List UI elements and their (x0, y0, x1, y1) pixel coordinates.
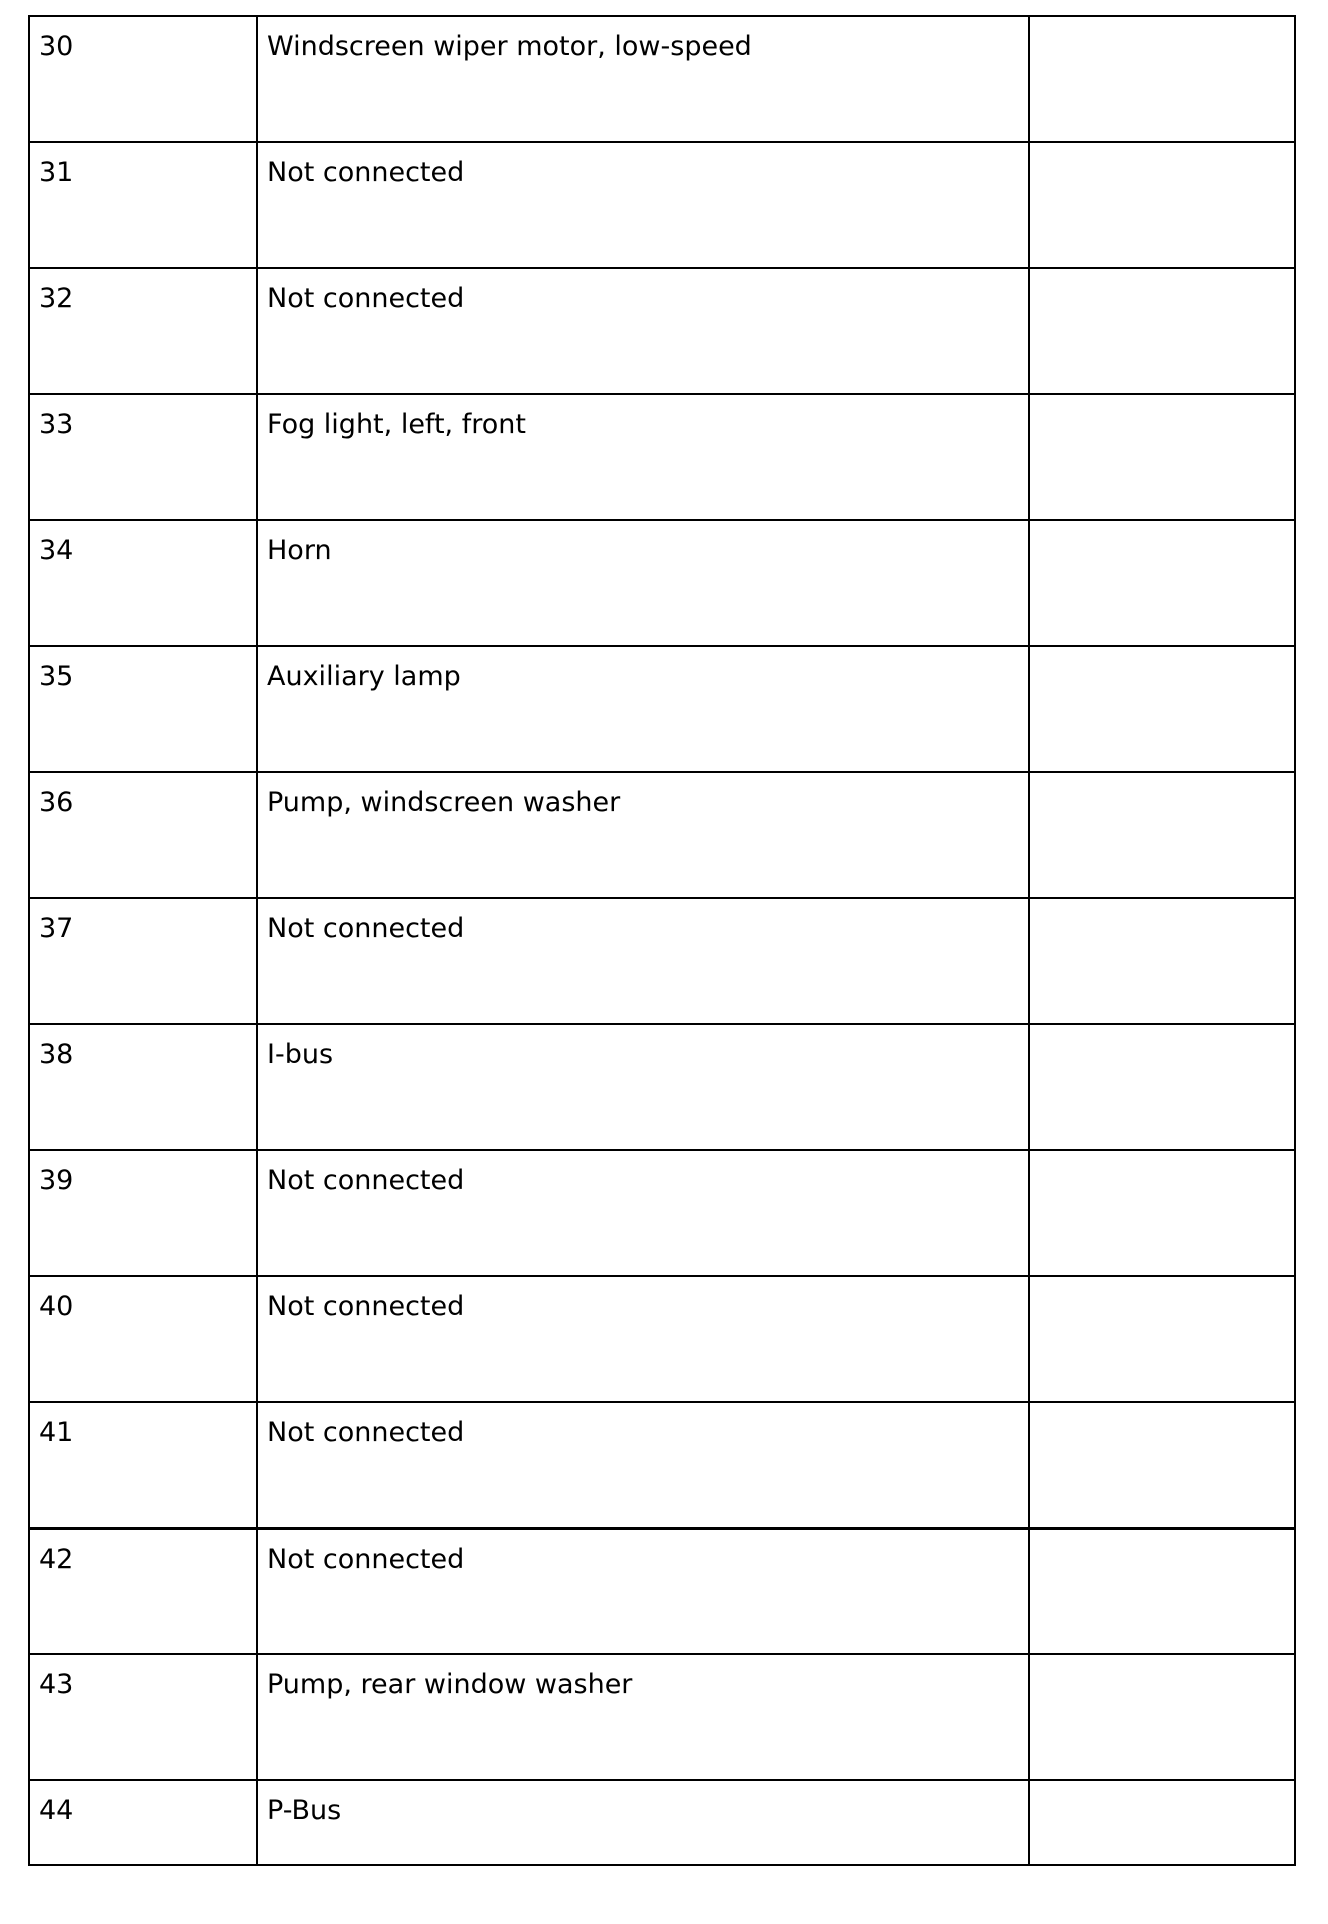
table-row (29, 520, 1295, 646)
pin-note-cell (1029, 1780, 1295, 1865)
pin-assignment-table (28, 15, 1296, 1866)
pin-table-body (29, 16, 1295, 1865)
pin-number-cell: 43 (29, 1654, 257, 1780)
pin-number-cell: 38 (29, 1024, 257, 1150)
pin-note-cell (1029, 1528, 1295, 1654)
pin-note-cell (1029, 1402, 1295, 1528)
table-row (29, 1402, 1295, 1528)
pin-description-cell: Pump, windscreen washer (257, 772, 1029, 898)
pin-note-cell (1029, 520, 1295, 646)
table-row (29, 772, 1295, 898)
pin-note-cell (1029, 394, 1295, 520)
pin-number-cell: 31 (29, 142, 257, 268)
table-row (29, 394, 1295, 520)
pin-note-cell (1029, 142, 1295, 268)
pin-description-cell: Not connected (257, 898, 1029, 1024)
table-row (29, 1654, 1295, 1780)
pin-note-cell (1029, 1654, 1295, 1780)
table-row (29, 268, 1295, 394)
pin-number-cell: 34 (29, 520, 257, 646)
pin-description-cell: Not connected (257, 1528, 1029, 1654)
pin-number-cell: 40 (29, 1276, 257, 1402)
table-row (29, 1780, 1295, 1865)
pin-note-cell (1029, 1150, 1295, 1276)
pin-note-cell (1029, 646, 1295, 772)
table-row (29, 142, 1295, 268)
pin-description-cell: Not connected (257, 1150, 1029, 1276)
pin-description-cell: I-bus (257, 1024, 1029, 1150)
pin-note-cell (1029, 898, 1295, 1024)
pin-number-cell: 33 (29, 394, 257, 520)
pin-note-cell (1029, 1024, 1295, 1150)
pin-number-cell: 32 (29, 268, 257, 394)
pin-number-cell: 44 (29, 1780, 257, 1865)
pin-description-cell: Not connected (257, 1402, 1029, 1528)
pin-description-cell: Fog light, left, front (257, 394, 1029, 520)
pin-number-cell: 37 (29, 898, 257, 1024)
table-row (29, 1150, 1295, 1276)
pin-note-cell (1029, 772, 1295, 898)
pin-description-cell: Windscreen wiper motor, low-speed (257, 16, 1029, 142)
pin-number-cell: 42 (29, 1528, 257, 1654)
table-row (29, 898, 1295, 1024)
pin-note-cell (1029, 16, 1295, 142)
pin-description-cell: P-Bus (257, 1780, 1029, 1865)
pin-note-cell (1029, 1276, 1295, 1402)
pin-number-cell: 39 (29, 1150, 257, 1276)
pin-number-cell: 36 (29, 772, 257, 898)
table-row (29, 1024, 1295, 1150)
pin-description-cell: Not connected (257, 1276, 1029, 1402)
pin-description-cell: Pump, rear window washer (257, 1654, 1029, 1780)
pin-number-cell: 41 (29, 1402, 257, 1528)
pin-description-cell: Auxiliary lamp (257, 646, 1029, 772)
pin-number-cell: 35 (29, 646, 257, 772)
table-row (29, 646, 1295, 772)
table-row (29, 16, 1295, 142)
pin-number-cell: 30 (29, 16, 257, 142)
table-row (29, 1528, 1295, 1654)
table-row (29, 1276, 1295, 1402)
pin-description-cell: Not connected (257, 268, 1029, 394)
pin-description-cell: Not connected (257, 142, 1029, 268)
pin-description-cell: Horn (257, 520, 1029, 646)
pin-note-cell (1029, 268, 1295, 394)
